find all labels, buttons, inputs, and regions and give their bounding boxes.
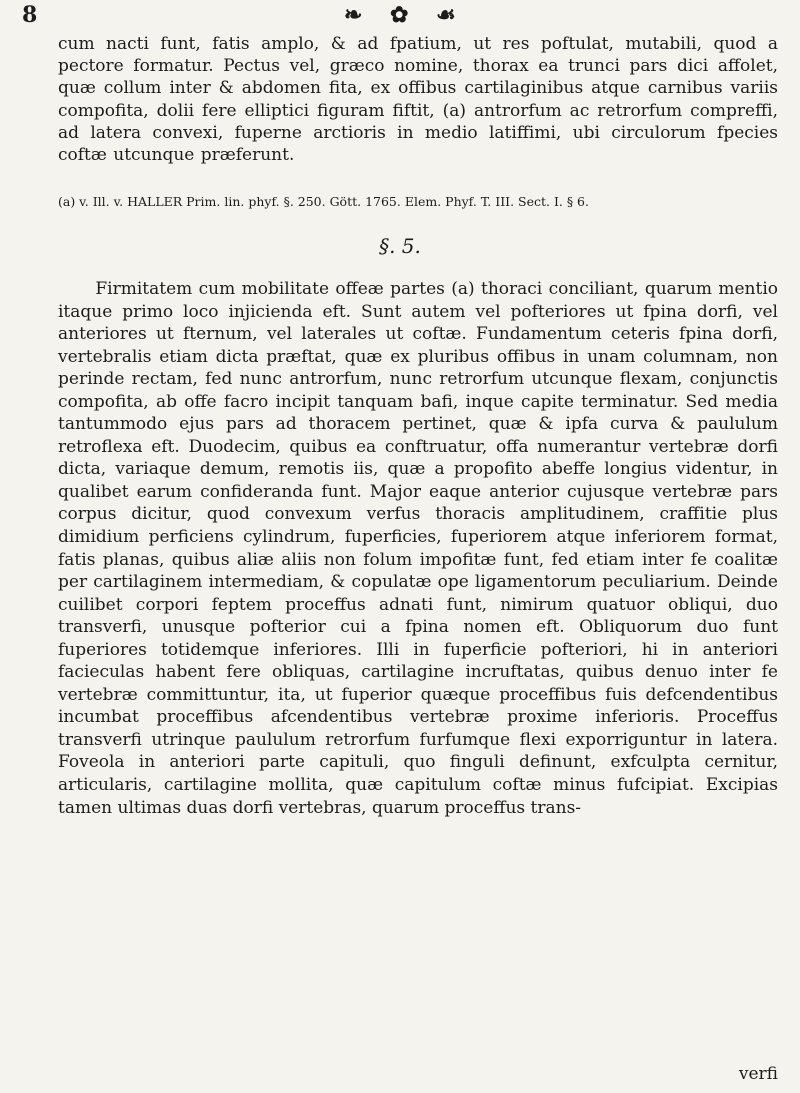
ornament-icon: ☙: [436, 2, 456, 28]
catchword: verfi: [738, 1064, 778, 1084]
section-heading: §. 5.: [379, 234, 421, 258]
paragraph-text: Firmitatem cum mobilitate offeæ partes (a) thoraci conciliant, quarum mentio itaque primo loco injicienda eft. Sunt autem vel pofteriores ut fpina dorfi, vel anteriores ut fternum, vel laterales ut coftæ. Fundamentum ceteris fpina dorfi, vertebralis etiam dicta præftat, quæ ex pluribus offibus in unam columnam, non perinde rectam, fed nunc antrorfum, nunc retrorfum utcunque flexam, conjunctis compofita, ab offe facro incipit tanquam bafi, inque capite terminatur. Sed media tantummodo ejus pars ad thoracem pertinet, quæ & ipfa curva & paululum retroflexa eft. Duodecim, quibus ea conftruatur, offa numerantur vertebræ dorfi dicta, variaque demum, remotis iis, quæ a propofito abeffe longius videntur, in qualibet earum confideranda funt. Major eaque anterior cujusque vertebræ pars corpus dicitur, quod convexum verfus thoracis amplitudinem, craffitie plus dimidium perficiens cylindrum, fuperficies, fuperiorem atque inferiorem format, fatis planas, quibus aliæ aliis non folum impofitæ funt, fed etiam inter fe coalitæ per cartilaginem intermediam, & copulatæ ope ligamentorum peculiarium. Deinde cuilibet corpori feptem proceffus adnati funt, nimirum quatuor obliqui, duo transverfi, unusque pofterior cui a fpina nomen eft. Obliquorum duo funt fuperiores totidemque inferiores. Illi in fuperficie pofteriori, hi in anteriori facieculas habent fere obliquas, cartilagine incruftatas, quibus denuo inter fe vertebræ committuntur, ita, ut fuperior quæque proceffibus fuis defcendentibus incumbat proceffibus afcendentibus vertebræ proxime inferioris. Proceffus transverfi utrinque paululum retrorfum furfumque flexi exporriguntur in latera. Foveola in anteriori parte capituli, quo finguli definunt, exfculpta cernitur, articularis, cartilagine mollita, quæ capitulum coftæ minus fufcipiat. Excipias tamen ultimas duas dorfi vertebras, quarum proceffus trans-: [58, 279, 778, 818]
page-number: 8: [22, 2, 38, 28]
page-header: [22, 2, 782, 32]
footnote: (a) v. Ill. v. HALLER Prim. lin. phyf. §. 250. Gött. 1765. Elem. Phyf. T. III. Sect. I. § 6.: [58, 194, 589, 209]
opening-paragraph: [58, 33, 778, 166]
ornament-icon: ❧: [344, 2, 363, 28]
section-body: [58, 278, 778, 819]
paragraph-text: cum nacti funt, fatis amplo, & ad fpatium, ut res poftulat, mutabili, quod a pectore formatur. Pectus vel, græco nomine, thorax ea trunci pars dici affolet, quæ collum inter & abdomen fita, ex offibus cartilaginibus atque carnibus variis compofita, dolii fere elliptici figuram fiftit, (a) antrorfum ac retrorfum compreffi, ad latera convexi, fuperne arctioris in medio latiffimi, ubi circulorum fpecies coftæ utcunque præferunt.: [58, 34, 778, 166]
ornament-icon: ✿: [390, 2, 409, 28]
